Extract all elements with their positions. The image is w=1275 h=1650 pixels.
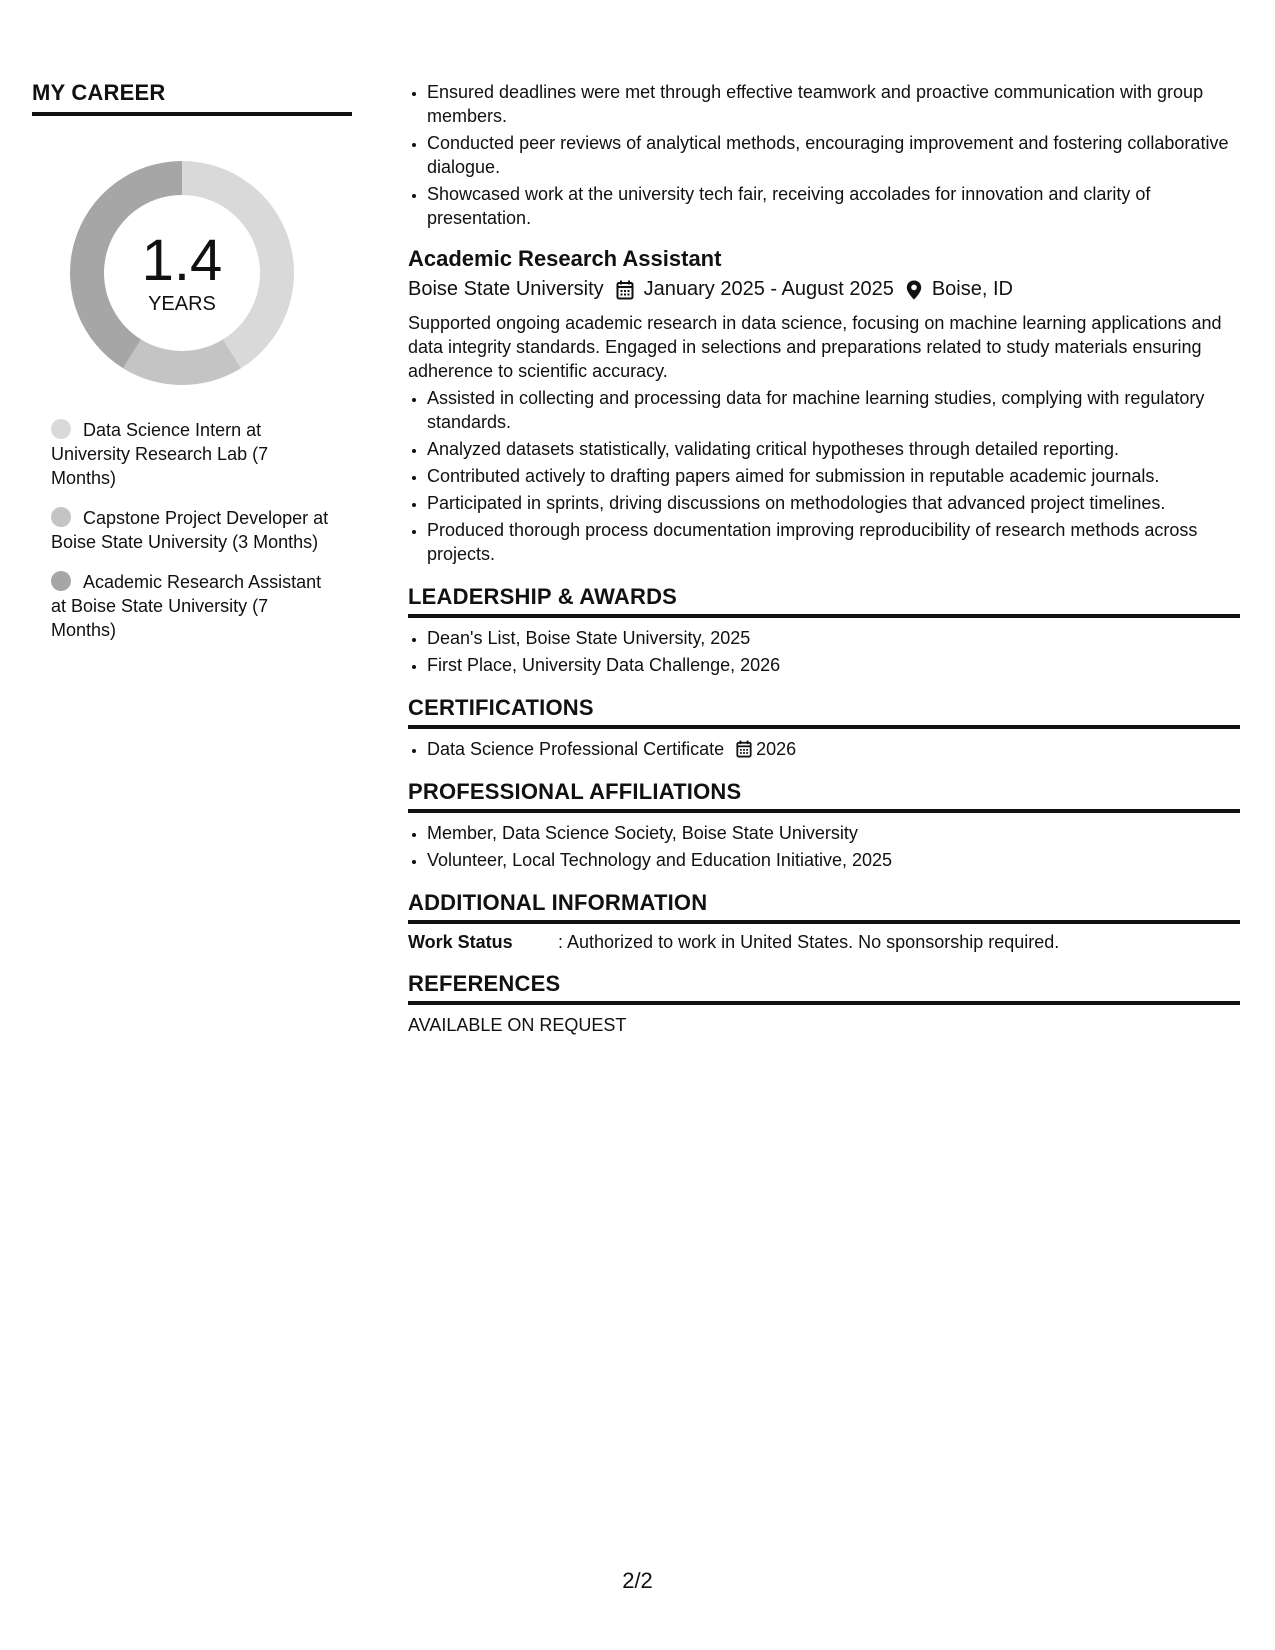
list-item: • Member, Data Science Society, Boise State University — [427, 821, 1240, 845]
list-item: • Assisted in collecting and processing data for machine learning studies, complying with regulatory standards. — [427, 386, 1240, 434]
work-status-label: Work Status — [408, 932, 513, 952]
job-title: Academic Research Assistant — [408, 246, 722, 271]
references-section-title: REFERENCES — [408, 971, 1240, 1005]
job-bullet-list — [408, 386, 1240, 566]
map-pin-icon — [906, 280, 922, 300]
career-section-title: MY CAREER — [32, 80, 352, 116]
total-years-value: 1.4 — [141, 227, 223, 293]
additional-info-section-title: ADDITIONAL INFORMATION — [408, 890, 1240, 924]
list-item: • Participated in sprints, driving discussions on methodologies that advanced project timelines. — [427, 491, 1240, 515]
legend-swatch — [51, 419, 71, 439]
list-item: • Contributed actively to drafting papers aimed for submission in reputable academic journals. — [427, 464, 1240, 488]
list-item: • Conducted peer reviews of analytical methods, encouraging improvement and fostering collaborative dialogue. — [427, 131, 1240, 179]
list-item: • First Place, University Data Challenge, 2026 — [427, 653, 1240, 677]
job-meta — [408, 278, 1240, 301]
legend-swatch — [51, 507, 71, 527]
legend-label: Data Science Intern at University Research Lab (7 Months) — [51, 420, 269, 488]
work-status-value: : Authorized to work in United States. No sponsorship required. — [558, 932, 1060, 952]
legend-swatch — [51, 571, 71, 591]
career-sidebar — [32, 80, 352, 658]
job-employer: Boise State University — [408, 278, 604, 300]
list-item: • Analyzed datasets statistically, validating critical hypotheses through detailed reporting. — [427, 437, 1240, 461]
awards-section-title: LEADERSHIP & AWARDS — [408, 584, 1240, 618]
calendar-icon — [736, 740, 752, 758]
affiliations-section-title: PROFESSIONAL AFFILIATIONS — [408, 779, 1240, 813]
total-years-unit: YEARS — [148, 292, 216, 315]
list-item: • Showcased work at the university tech fair, receiving accolades for innovation and clarity of presentation. — [427, 182, 1240, 230]
certifications-list — [408, 737, 1240, 761]
legend-item — [51, 418, 331, 490]
awards-list — [408, 626, 1240, 677]
list-item: • Produced thorough process documentation improving reproducibility of research methods across projects. — [427, 518, 1240, 566]
certification-year: 2026 — [756, 739, 797, 759]
legend-item — [51, 506, 331, 554]
legend-item — [51, 570, 331, 642]
main-content — [408, 80, 1240, 1036]
job-description: Supported ongoing academic research in data science, focusing on machine learning applications and data integrity standards. Engaged in selections and preparations related to study materials ensuring adherence to scientific accuracy. — [408, 313, 1222, 381]
affiliations-list — [408, 821, 1240, 872]
prev-job-bullet-list — [408, 80, 1240, 230]
legend-label: Capstone Project Developer at Boise State University (3 Months) — [51, 508, 329, 552]
donut-center — [67, 158, 297, 388]
certification-name: • Data Science Professional Certificate — [427, 739, 725, 759]
calendar-icon — [616, 280, 634, 300]
list-item: • Dean's List, Boise State University, 2025 — [427, 626, 1240, 650]
certifications-section-title: CERTIFICATIONS — [408, 695, 1240, 729]
job-location: Boise, ID — [931, 278, 1013, 300]
job-dates: January 2025 - August 2025 — [643, 278, 894, 300]
page-number: 2/2 — [622, 1568, 653, 1593]
list-item: • Volunteer, Local Technology and Education Initiative, 2025 — [427, 848, 1240, 872]
career-legend — [32, 418, 352, 642]
career-donut-chart — [67, 158, 297, 388]
list-item — [427, 737, 1240, 761]
work-status-row — [408, 932, 1240, 953]
list-item: • Ensured deadlines were met through effective teamwork and proactive communication with group members. — [427, 80, 1240, 128]
legend-label: Academic Research Assistant at Boise State University (7 Months) — [51, 572, 322, 640]
references-text: AVAILABLE ON REQUEST — [408, 1015, 627, 1035]
